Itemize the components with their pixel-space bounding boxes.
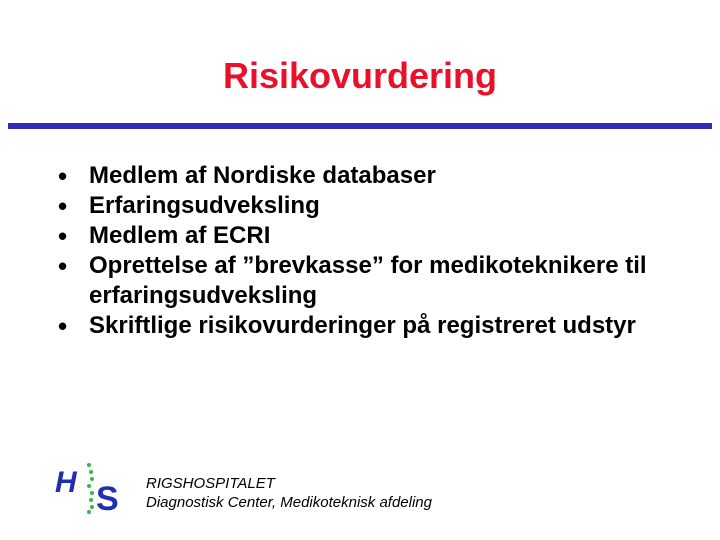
bullet-text: Erfaringsudveksling	[89, 192, 320, 219]
bullet-text: Skriftlige risikovurderinger på registreret udstyr	[89, 312, 636, 339]
bullet-icon: •	[58, 251, 68, 281]
bullet-text: Oprettelse af ”brevkasse” for medikoteknikere til erfaringsudveksling	[89, 252, 647, 309]
organization-info	[146, 474, 432, 512]
organization-name: RIGSHOSPITALET	[146, 475, 275, 492]
bullet-item	[58, 191, 698, 221]
bullet-icon: •	[58, 221, 68, 251]
title-divider	[8, 123, 712, 129]
svg-text:H: H	[55, 466, 77, 499]
bullet-item	[58, 251, 698, 311]
bullet-item	[58, 221, 698, 251]
department-name: Diagnostisk Center, Medikoteknisk afdeling	[146, 494, 432, 511]
bullet-list	[58, 161, 698, 341]
bullet-icon: •	[58, 161, 68, 191]
bullet-item	[58, 311, 698, 341]
svg-text:S: S	[96, 480, 119, 514]
bullet-text: Medlem af Nordiske databaser	[89, 162, 436, 189]
slide-title: Risikovurdering	[222, 55, 498, 96]
bullet-icon: •	[58, 311, 68, 341]
bullet-text: Medlem af ECRI	[89, 222, 271, 249]
bullet-item	[58, 161, 698, 191]
rigshospitalet-logo-icon	[55, 462, 129, 514]
bullet-icon: •	[58, 191, 68, 221]
